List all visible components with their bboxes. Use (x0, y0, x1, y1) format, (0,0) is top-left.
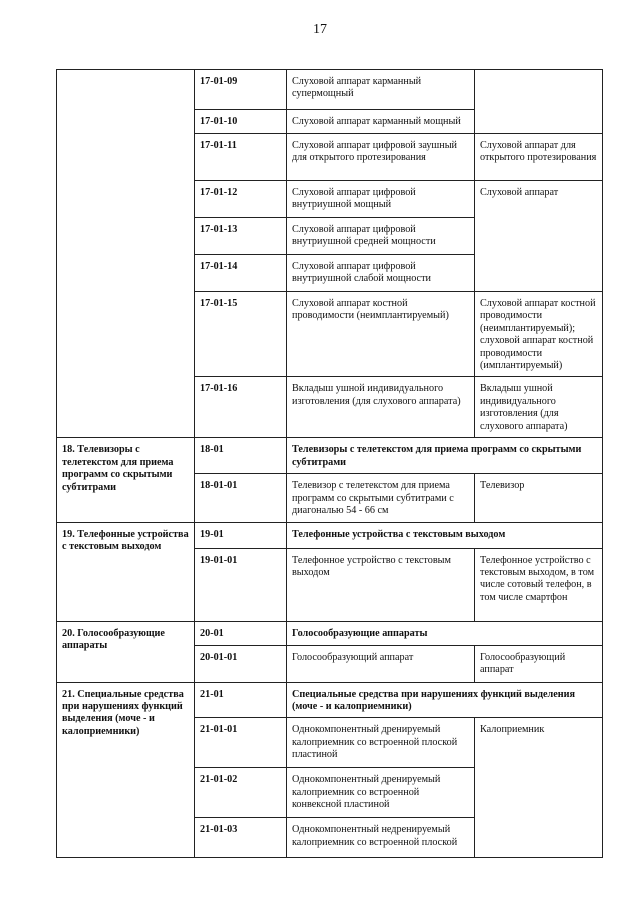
category-cell: 19. Телефонные устройства с текстовым выходом (57, 522, 195, 621)
code-cell: 17-01-09 (195, 70, 287, 110)
example-cell: Слуховой аппарат для открытого протезирования (475, 134, 603, 181)
name-cell: Слуховой аппарат костной проводимости (неимплантируемый) (287, 292, 475, 377)
name-cell: Слуховой аппарат цифровой внутриушной мощный (287, 181, 475, 218)
code-cell: 19-01-01 (195, 548, 287, 621)
name-cell: Слуховой аппарат карманный мощный (287, 110, 475, 134)
name-cell: Телевизор с телетекстом для приема программ со скрытыми субтитрами с диагональю 54 - 66 см (287, 474, 475, 522)
table-row (57, 522, 603, 548)
name-cell: Однокомпонентный дренируемый калоприемник со встроенной плоской пластиной (287, 718, 475, 768)
category-cell (57, 70, 195, 438)
code-cell: 17-01-10 (195, 110, 287, 134)
example-cell: Телевизор (475, 474, 603, 522)
code-cell: 21-01 (195, 682, 287, 718)
name-cell: Слуховой аппарат цифровой внутриушной слабой мощности (287, 255, 475, 292)
name-cell: Однокомпонентный недренируемый калоприемник со встроенной плоской (287, 818, 475, 858)
name-cell: Слуховой аппарат цифровой заушный для открытого протезирования (287, 134, 475, 181)
name-cell: Голосообразующий аппарат (287, 645, 475, 682)
example-cell: Слуховой аппарат костной проводимости (неимплантируемый); слуховой аппарат костной проводимости (имплантируемый) (475, 292, 603, 377)
name-cell: Однокомпонентный дренируемый калоприемник со встроенной конвексной пластиной (287, 768, 475, 818)
code-cell: 17-01-14 (195, 255, 287, 292)
name-cell: Слуховой аппарат карманный супермощный (287, 70, 475, 110)
table-row (57, 682, 603, 718)
name-cell: Телефонное устройство с текстовым выходом (287, 548, 475, 621)
table-row (57, 438, 603, 474)
table-row (57, 621, 603, 645)
example-cell: Голосообразующий аппарат (475, 645, 603, 682)
category-cell: 20. Голосообразующие аппараты (57, 621, 195, 682)
example-cell: Телефонное устройство с текстовым выходом, в том числе сотовый телефон, в том числе смартфон (475, 548, 603, 621)
code-cell: 17-01-12 (195, 181, 287, 218)
code-cell: 17-01-13 (195, 218, 287, 255)
category-cell: 21. Специальные средства при нарушениях функций выделения (моче - и калоприемники) (57, 682, 195, 858)
code-cell: 18-01-01 (195, 474, 287, 522)
group-title-cell: Телефонные устройства с текстовым выходом (287, 522, 603, 548)
code-cell: 20-01 (195, 621, 287, 645)
code-cell: 19-01 (195, 522, 287, 548)
group-title-cell: Голосообразующие аппараты (287, 621, 603, 645)
code-cell: 20-01-01 (195, 645, 287, 682)
code-cell: 17-01-15 (195, 292, 287, 377)
device-table (56, 69, 603, 858)
example-cell (475, 70, 603, 134)
example-cell: Вкладыш ушной индивидуального изготовления (для слухового аппарата) (475, 377, 603, 438)
group-title-cell: Специальные средства при нарушениях функций выделения (моче - и калоприемники) (287, 682, 603, 718)
code-cell: 17-01-11 (195, 134, 287, 181)
code-cell: 21-01-02 (195, 768, 287, 818)
code-cell: 17-01-16 (195, 377, 287, 438)
category-cell: 18. Телевизоры с телетекстом для приема программ со скрытыми субтитрами (57, 438, 195, 522)
name-cell: Вкладыш ушной индивидуального изготовления (для слухового аппарата) (287, 377, 475, 438)
group-title-cell: Телевизоры с телетекстом для приема программ со скрытыми субтитрами (287, 438, 603, 474)
code-cell: 18-01 (195, 438, 287, 474)
page-number: 17 (313, 22, 327, 37)
table-row (57, 70, 603, 110)
name-cell: Слуховой аппарат цифровой внутриушной средней мощности (287, 218, 475, 255)
code-cell: 21-01-03 (195, 818, 287, 858)
code-cell: 21-01-01 (195, 718, 287, 768)
example-cell: Калоприемник (475, 718, 603, 858)
example-cell: Слуховой аппарат (475, 181, 603, 292)
